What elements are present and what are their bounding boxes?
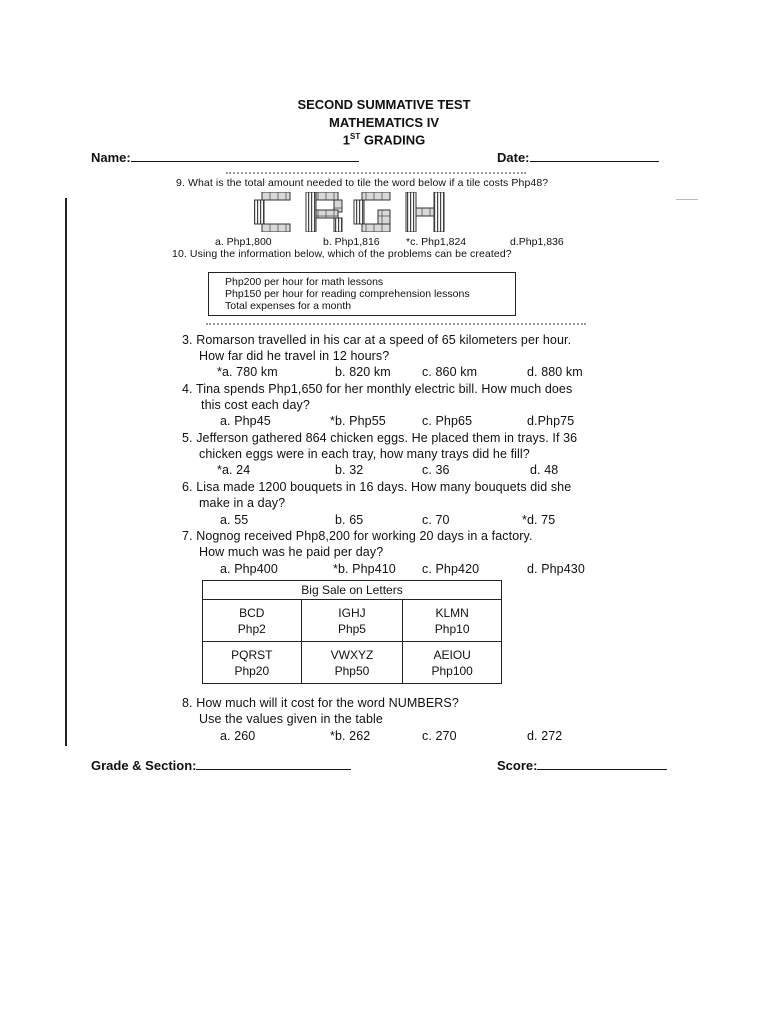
cell-price: Php2 [237,621,266,636]
q3-option-a[interactable]: *a. 780 km [217,365,278,379]
grading-number: 1 [342,132,350,148]
name-field [91,149,359,165]
q3-option-c[interactable]: c. 860 km [422,365,478,379]
q6-option-a[interactable]: a. 55 [220,513,249,527]
question-6-line2: make in a day? [199,496,286,510]
left-margin-rule [65,198,67,746]
q8-option-d[interactable]: d. 272 [527,729,563,743]
table-cell [203,600,302,642]
question-8-line2: Use the values given in the table [199,712,383,726]
table-cell [301,600,403,642]
info-line-math: Php200 per hour for math lessons [225,276,384,288]
q5-option-d[interactable]: d. 48 [530,463,559,477]
table-cell [403,600,502,642]
q9-option-d[interactable]: d.Php1,836 [510,236,564,248]
q5-option-c[interactable]: c. 36 [422,463,450,477]
table-cell [301,642,403,684]
grading-ordinal-suffix: ST [350,132,361,141]
subject-title: MATHEMATICS IV [328,115,439,130]
tiled-letters-figure [254,192,450,232]
table-header-row [203,581,502,600]
grade-section-blank-line[interactable] [196,757,351,770]
cell-letters: VWXYZ [330,647,374,662]
score-field [497,757,667,773]
question-4-line1: 4. Tina spends Php1,650 for her monthly electric bill. How much does [182,382,573,396]
q6-option-b[interactable]: b. 65 [335,513,364,527]
table-title: Big Sale on Letters [203,581,502,600]
score-label: Score: [497,758,538,773]
question-6-line1: 6. Lisa made 1200 bouquets in 16 days. How many bouquets did she [182,480,572,494]
q9-option-b[interactable]: b. Php1,816 [323,236,380,248]
cropped-text-remnant [206,323,586,328]
cell-price: Php5 [337,621,366,636]
q4-option-d[interactable]: d.Php75 [527,414,575,428]
cell-letters: BCD [239,605,265,620]
tile-letter-c [254,192,290,232]
q7-option-c[interactable]: c. Php420 [422,562,480,576]
date-label: Date: [497,150,530,165]
q4-option-a[interactable]: a. Php45 [220,414,271,428]
right-margin-mark [676,199,698,200]
q5-option-a[interactable]: *a. 24 [217,463,251,477]
q8-option-b[interactable]: *b. 262 [330,729,371,743]
grade-section-label: Grade & Section: [91,758,197,773]
q6-option-d[interactable]: *d. 75 [522,513,556,527]
tile-letter-r [306,192,342,232]
grading-title [0,132,768,147]
cell-letters: KLMN [435,605,469,620]
grade-section-field [91,757,351,773]
question-8-line1: 8. How much will it cost for the word NUMBERS? [182,696,459,710]
question-4-line2: this cost each day? [201,398,310,412]
q7-option-d[interactable]: d. Php430 [527,562,585,576]
info-line-total: Total expenses for a month [225,300,352,312]
table-cell [403,642,502,684]
cell-letters: AEIOU [433,647,471,662]
table-row [203,642,502,684]
q6-option-c[interactable]: c. 70 [422,513,450,527]
q8-option-c[interactable]: c. 270 [422,729,457,743]
q9-option-a[interactable]: a. Php1,800 [215,236,272,248]
q8-option-a[interactable]: a. 260 [220,729,256,743]
q3-option-d[interactable]: d. 880 km [527,365,583,379]
q9-option-c[interactable]: *c. Php1,824 [406,236,467,248]
big-sale-table [202,580,502,684]
question-10-text: 10. Using the information below, which of the problems can be created? [172,248,512,260]
cell-price: Php100 [431,663,473,678]
question-5-line1: 5. Jefferson gathered 864 chicken eggs. He placed them in trays. If 36 [182,431,578,445]
grading-word: GRADING [360,132,426,148]
question-9-text: 9. What is the total amount needed to tile the word below if a tile costs Php48? [176,177,549,189]
tile-letter-g [354,192,390,232]
q5-option-b[interactable]: b. 32 [335,463,364,477]
question-3-line1: 3. Romarson travelled in his car at a speed of 65 kilometers per hour. [182,333,572,347]
question-5-line2: chicken eggs were in each tray, how many trays did he fill? [199,447,530,461]
name-blank-line[interactable] [131,149,359,162]
q3-option-b[interactable]: b. 820 km [335,365,391,379]
table-row [203,600,502,642]
cell-price: Php50 [334,663,370,678]
table-cell [203,642,302,684]
cell-letters: PQRST [231,647,273,662]
score-blank-line[interactable] [537,757,667,770]
date-blank-line[interactable] [530,149,659,162]
q4-option-c[interactable]: c. Php65 [422,414,473,428]
test-title: SECOND SUMMATIVE TEST [297,97,471,112]
q7-option-b[interactable]: *b. Php410 [333,562,396,576]
tile-letter-h [406,192,444,232]
q10-info-box [208,272,516,316]
q7-option-a[interactable]: a. Php400 [220,562,278,576]
cell-price: Php10 [434,621,470,636]
name-label: Name: [91,150,131,165]
q4-option-b[interactable]: *b. Php55 [330,414,386,428]
question-7-line2: How much was he paid per day? [199,545,384,559]
question-7-line1: 7. Nognog received Php8,200 for working 20 days in a factory. [182,529,533,543]
question-3-line2: How far did he travel in 12 hours? [199,349,390,363]
date-field [497,149,659,165]
info-line-reading: Php150 per hour for reading comprehension lessons [225,288,470,300]
cell-price: Php20 [234,663,270,678]
cell-letters: IGHJ [338,605,366,620]
